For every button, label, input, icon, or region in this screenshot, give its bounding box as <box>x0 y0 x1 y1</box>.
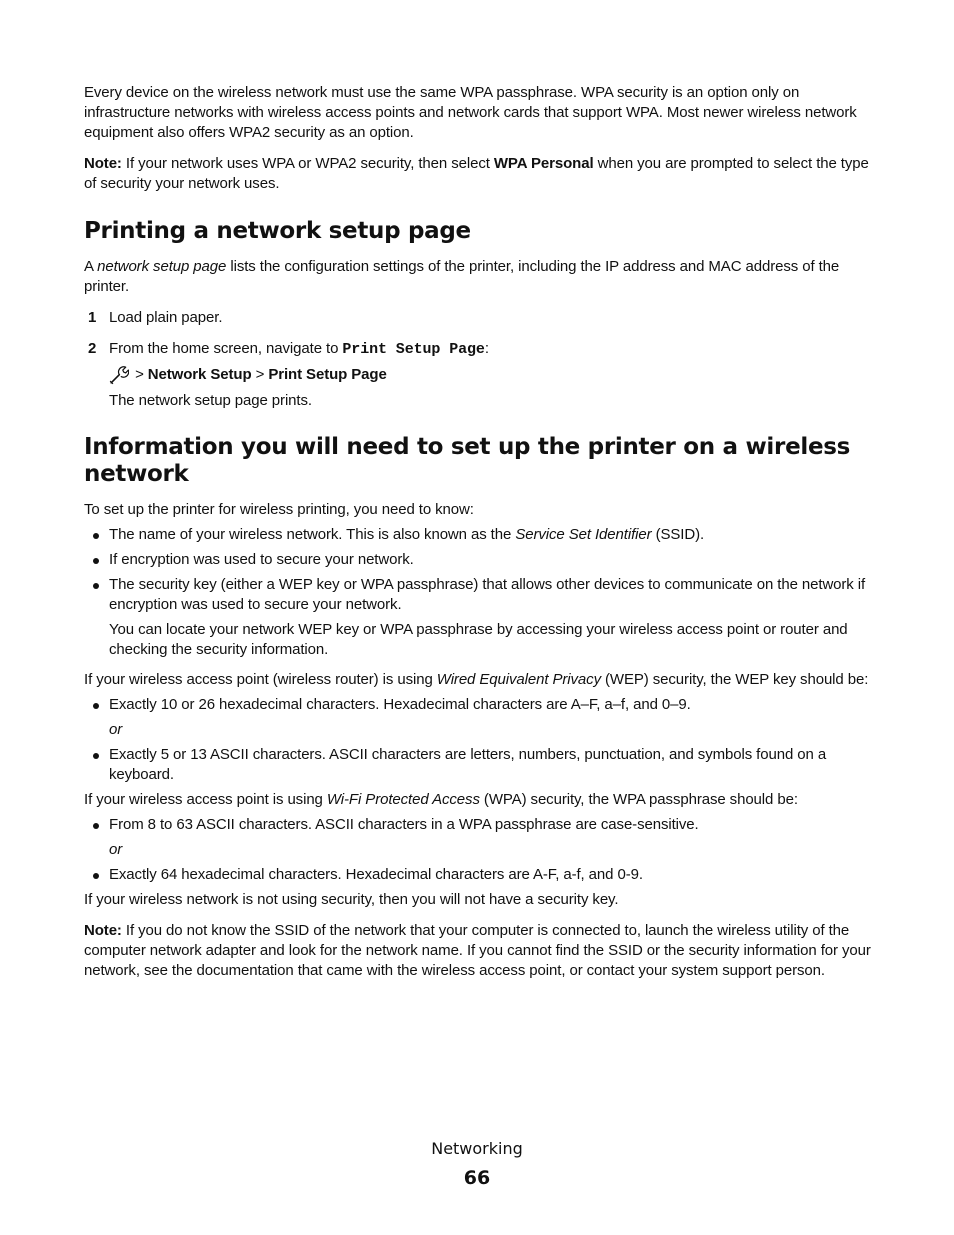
note-label: Note: <box>84 155 122 172</box>
wep-requirements-list <box>84 745 872 785</box>
wpa-requirements-list <box>84 815 872 835</box>
desc-italic-term: network setup page <box>97 258 227 275</box>
security-key-tip: You can locate your network WEP key or WPA passphrase by accessing your wireless access point or router and checking the security information. <box>109 621 848 658</box>
list-item: If encryption was used to secure your network. <box>84 550 872 570</box>
ssid-note <box>84 921 872 981</box>
or-separator: or <box>109 841 123 858</box>
note-label: Note: <box>84 922 122 939</box>
step-text: From the home screen, navigate to <box>109 340 343 357</box>
list-item: Exactly 64 hexadecimal characters. Hexadecimal characters are A-F, a-f, and 0-9. <box>84 865 872 885</box>
list-item: From 8 to 63 ASCII characters. ASCII characters in a WPA passphrase are case-sensitive. <box>84 815 872 835</box>
bullet-icon <box>93 753 99 759</box>
wpa-note <box>84 154 872 194</box>
intro-paragraph: Every device on the wireless network must use the same WPA passphrase. WPA security is an option only on infrastructure networks with wireless access points and network cards that support WPA. Most newer wireless network equipment also offers WPA2 security as an option. <box>84 84 857 141</box>
list-item: Exactly 5 or 13 ASCII characters. ASCII characters are letters, numbers, punctuation, and symbols found on a keyboard. <box>84 745 872 785</box>
bullet-icon <box>93 583 99 589</box>
step-result: The network setup page prints. <box>109 392 312 409</box>
info-lead: To set up the printer for wireless printing, you need to know: <box>84 501 474 518</box>
menu-path <box>84 365 872 385</box>
list-item: The name of your wireless network. This is also known as the Service Set Identifier (SSID). <box>84 525 872 545</box>
step-number: 2 <box>88 340 97 357</box>
step-text: Load plain paper. <box>109 309 223 326</box>
wpa-lead: If your wireless access point is using Wi-Fi Protected Access (WPA) security, the WPA passphrase should be: <box>84 791 798 808</box>
footer-section-title: Networking <box>431 1139 523 1158</box>
italic-term: Service Set Identifier <box>515 526 652 543</box>
wrench-icon <box>109 365 129 385</box>
requirements-list <box>84 525 872 615</box>
wep-requirements-list <box>84 695 872 715</box>
step-1 <box>84 308 872 328</box>
italic-term: Wired Equivalent Privacy <box>436 671 601 688</box>
step-number: 1 <box>88 309 97 326</box>
heading-printing-setup-page: Printing a network setup page <box>84 218 471 244</box>
bullet-icon <box>93 823 99 829</box>
bullet-icon <box>93 533 99 539</box>
bullet-icon <box>93 703 99 709</box>
desc-text: lists the configuration settings of the printer, including the IP address and MAC address of the printer. <box>84 258 840 295</box>
path-print-setup-page: Print Setup Page <box>268 366 387 383</box>
desc-text: A <box>84 258 98 275</box>
no-security-paragraph: If your wireless network is not using security, then you will not have a security key. <box>84 891 619 908</box>
note-bold-option: WPA Personal <box>493 155 594 172</box>
page-number: 66 <box>463 1167 491 1189</box>
menu-path-code: Print Setup Page <box>342 341 485 358</box>
page-footer <box>0 1139 954 1190</box>
document-page <box>84 83 872 992</box>
path-network-setup: Network Setup <box>147 366 252 383</box>
list-item: The security key (either a WEP key or WPA passphrase) that allows other devices to communicate on the network if encryption was used to secure your network. <box>84 575 872 615</box>
list-item: Exactly 10 or 26 hexadecimal characters. Hexadecimal characters are A–F, a–f, and 0–9. <box>84 695 872 715</box>
setup-page-description <box>84 257 872 297</box>
bullet-icon <box>93 558 99 564</box>
step-2 <box>84 339 872 360</box>
note-text: If you do not know the SSID of the network that your computer is connected to, launch the wireless utility of the computer network adapter and look for the network name. If you cannot find the SSID or the security information for your network, see the documentation that came with the wireless access point, or contact your system support person. <box>84 922 871 979</box>
note-text: when you are prompted to select the type of security your network uses. <box>84 155 869 192</box>
note-text: If your network uses WPA or WPA2 security, then select <box>121 155 494 172</box>
wep-lead: If your wireless access point (wireless router) is using Wired Equivalent Privacy (WEP) security, the WEP key should be: <box>84 671 869 688</box>
heading-wireless-info: Information you will need to set up the printer on a wireless network <box>84 434 851 487</box>
or-separator: or <box>109 721 123 738</box>
path-separator: > <box>131 366 148 383</box>
step-text: : <box>484 340 489 357</box>
italic-term: Wi-Fi Protected Access <box>326 791 480 808</box>
path-separator: > <box>251 366 269 383</box>
bullet-icon <box>93 873 99 879</box>
wpa-requirements-list <box>84 865 872 885</box>
